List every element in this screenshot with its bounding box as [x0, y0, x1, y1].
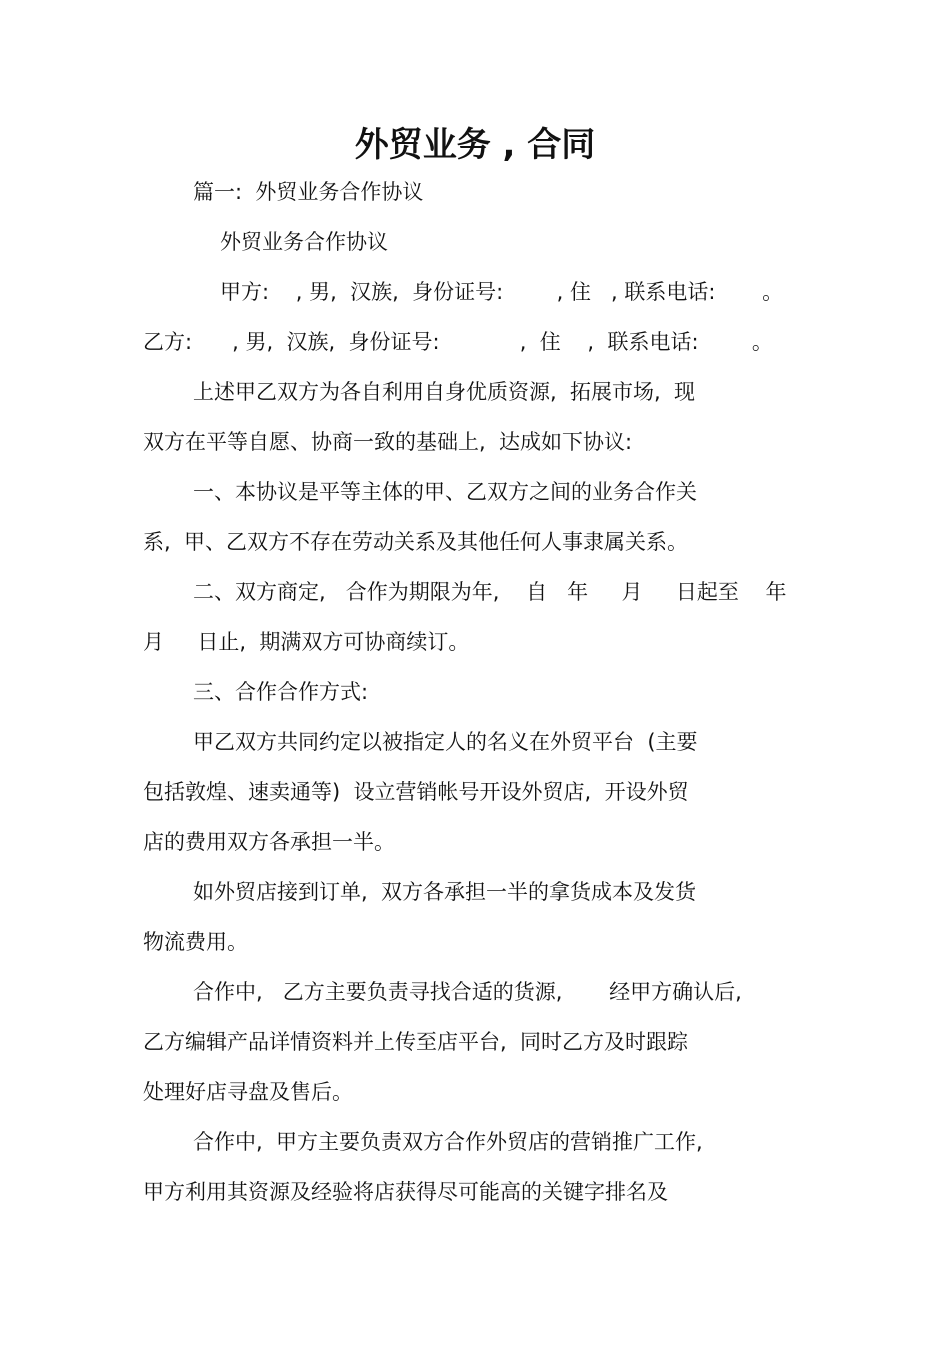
paragraph-line: 二、双方商定, 合作为期限为年, 自 年 月 日起至 年 [193, 580, 787, 604]
paragraph-line: 包括敦煌、速卖通等) 设立营销帐号开设外贸店, 开设外贸 [143, 780, 689, 804]
agreement-subtitle: 外贸业务合作协议 [220, 230, 388, 254]
paragraph-line: 上述甲乙双方为各自利用自身优质资源, 拓展市场, 现 [193, 380, 696, 404]
paragraph-line: 合作中, 甲方主要负责双方合作外贸店的营销推广工作, [193, 1130, 703, 1154]
paragraph-line: 店的费用双方各承担一半。 [143, 830, 395, 854]
paragraph-line: 双方在平等自愿、协商一致的基础上, 达成如下协议: [143, 430, 633, 454]
party-b-line: 乙方: , 男, 汉族, 身份证号: , 住 , 联系电话: 。 [143, 330, 773, 354]
paragraph-line: 处理好店寻盘及售后。 [143, 1080, 353, 1104]
section-heading: 篇一: 外贸业务合作协议 [193, 180, 424, 204]
paragraph-line: 甲乙双方共同约定以被指定人的名义在外贸平台 (主要 [193, 730, 698, 754]
paragraph-line: 物流费用。 [143, 930, 248, 954]
paragraph-line: 一、本协议是平等主体的甲、乙双方之间的业务合作关 [193, 480, 697, 504]
paragraph-line: 甲方利用其资源及经验将店获得尽可能高的关键字排名及 [143, 1180, 668, 1204]
paragraph-line: 系, 甲、乙双方不存在劳动关系及其他任何人事隶属关系。 [143, 530, 689, 554]
paragraph-line: 乙方编辑产品详情资料并上传至店平台, 同时乙方及时跟踪 [143, 1030, 689, 1054]
section-item-heading: 三、合作合作方式: [193, 680, 369, 704]
paragraph-line: 月 日止, 期满双方可协商续订。 [143, 630, 470, 654]
paragraph-line: 如外贸店接到订单, 双方各承担一半的拿货成本及发货 [193, 880, 697, 904]
document-title: 外贸业务 , 合同 [354, 125, 596, 165]
paragraph-line: 合作中, 乙方主要负责寻找合适的货源, 经甲方确认后, [193, 980, 742, 1004]
party-a-line: 甲方: , 男, 汉族, 身份证号: , 住 , 联系电话: 。 [220, 280, 784, 304]
